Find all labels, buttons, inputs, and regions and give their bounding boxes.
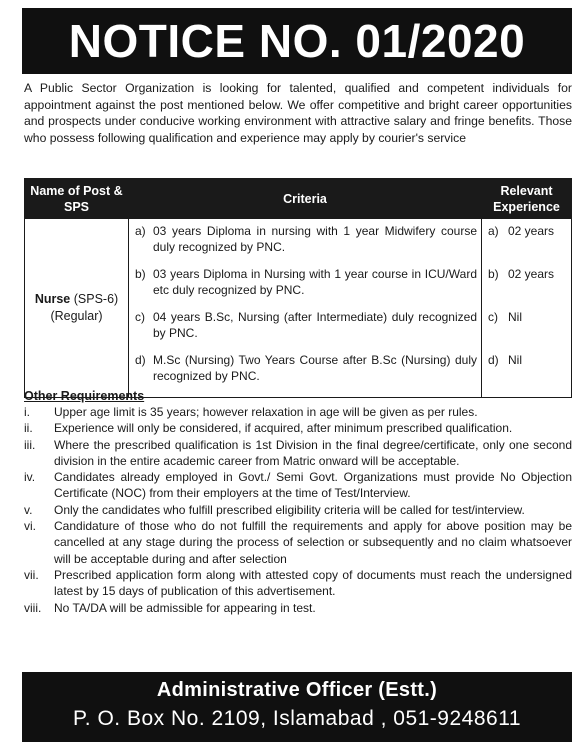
experience-letter: b) bbox=[488, 267, 499, 281]
criteria-letter: b) bbox=[135, 267, 146, 281]
list-item bbox=[24, 437, 572, 470]
criteria-text: 03 years Diploma in nursing with 1 year Midwifery course duly recognized by PNC. bbox=[153, 224, 477, 254]
post-type: (Regular) bbox=[50, 309, 103, 323]
experience-text: Nil bbox=[508, 353, 522, 367]
table-row bbox=[25, 219, 572, 398]
header-criteria: Criteria bbox=[129, 179, 482, 219]
criteria-text: M.Sc (Nursing) Two Years Course after B.Sc (Nursing) duly recognized by PNC. bbox=[153, 353, 477, 383]
officer-title: Administrative Officer (Estt.) bbox=[156, 679, 438, 701]
criteria-text: 04 years B.Sc, Nursing (after Intermediate) duly recognized by PNC. bbox=[153, 310, 477, 340]
criteria-letter: a) bbox=[135, 224, 146, 238]
experience-letter: c) bbox=[488, 310, 498, 324]
requirement-text: Candidature of those who do not fulfill the requirements and apply for above position may be cancelled at any stage during the process of selection or subsequently and no claim whatsoever will be acceptable during and after selection bbox=[54, 519, 572, 566]
table-header-row bbox=[25, 179, 572, 219]
list-item bbox=[24, 502, 572, 518]
requirement-text: Where the prescribed qualification is 1st Division in the final degree/certificate, only one second division in the entire academic career from Matric onward will be acceptable. bbox=[54, 437, 572, 468]
criteria-text: 03 years Diploma in Nursing with 1 year course in ICU/Ward etc duly recognized by PNC. bbox=[153, 267, 477, 297]
requirement-number: v. bbox=[24, 502, 33, 517]
list-item bbox=[135, 309, 477, 349]
requirement-number: vi. bbox=[24, 519, 36, 534]
criteria-cell bbox=[129, 219, 482, 398]
requirement-number: iii. bbox=[24, 437, 36, 452]
experience-letter: a) bbox=[488, 224, 499, 238]
list-item bbox=[24, 404, 572, 420]
post-sps: (SPS-6) bbox=[73, 292, 119, 306]
experience-letter: d) bbox=[488, 353, 499, 367]
requirement-number: iv. bbox=[24, 470, 36, 485]
list-item bbox=[24, 600, 572, 616]
list-item bbox=[488, 223, 567, 263]
criteria-letter: d) bbox=[135, 353, 146, 367]
requirement-text: No TA/DA will be admissible for appearing in test. bbox=[54, 600, 316, 615]
footer-banner bbox=[22, 672, 572, 742]
list-item bbox=[488, 266, 567, 306]
requirement-number: i. bbox=[24, 405, 30, 419]
list-item bbox=[135, 266, 477, 306]
posts-table bbox=[24, 178, 572, 398]
requirement-text: Candidates already employed in Govt./ Semi Govt. Organizations must provide No Objection Certificate (NOC) from their employers at the time of Test/Interview. bbox=[54, 470, 572, 501]
other-requirements-title: Other Requirements bbox=[24, 389, 145, 403]
requirement-number: ii. bbox=[24, 421, 33, 436]
header-post: Name of Post & SPS bbox=[25, 179, 129, 219]
experience-list bbox=[482, 219, 571, 397]
requirement-text: Experience will only be considered, if acquired, after minimum prescribed qualification. bbox=[54, 421, 513, 436]
contact-address: P. O. Box No. 2109, Islamabad , 051-9248611 bbox=[72, 707, 521, 730]
requirement-number: vii. bbox=[24, 567, 39, 582]
experience-text: 02 years bbox=[508, 224, 555, 238]
requirements-list bbox=[24, 404, 572, 616]
list-item bbox=[135, 223, 477, 263]
criteria-list bbox=[129, 219, 481, 397]
experience-cell bbox=[482, 219, 572, 398]
list-item bbox=[24, 567, 572, 600]
criteria-letter: c) bbox=[135, 310, 145, 324]
experience-text: Nil bbox=[508, 310, 522, 324]
list-item bbox=[135, 352, 477, 392]
requirement-text: Only the candidates who fulfill prescribed eligibility criteria will be called for test/interview. bbox=[54, 502, 525, 517]
list-item bbox=[488, 309, 567, 349]
experience-text: 02 years bbox=[508, 267, 555, 281]
list-item bbox=[24, 469, 572, 502]
requirement-text: Prescribed application form along with attested copy of documents must reach the undersigned latest by 15 days of publication of this advertisement. bbox=[54, 567, 572, 599]
requirement-number: viii. bbox=[24, 600, 42, 615]
post-name: Nurse bbox=[34, 292, 71, 306]
list-item bbox=[24, 420, 572, 436]
list-item bbox=[488, 352, 567, 392]
requirement-text: Upper age limit is 35 years; however relaxation in age will be given as per rules. bbox=[54, 405, 478, 419]
intro-paragraph: A Public Sector Organization is looking for talented, qualified and competent individuals for appointment against the post mentioned below. We offer competitive and bright career opportunities and prospects under conducive working environment with attractive salary and fringe benefits. Those who possess following qualification and experience may apply by courier's service bbox=[24, 81, 572, 145]
post-name-cell bbox=[25, 219, 129, 398]
header-experience: Relevant Experience bbox=[482, 179, 572, 219]
list-item bbox=[24, 518, 572, 567]
notice-title: NOTICE NO. 01/2020 bbox=[22, 8, 572, 74]
